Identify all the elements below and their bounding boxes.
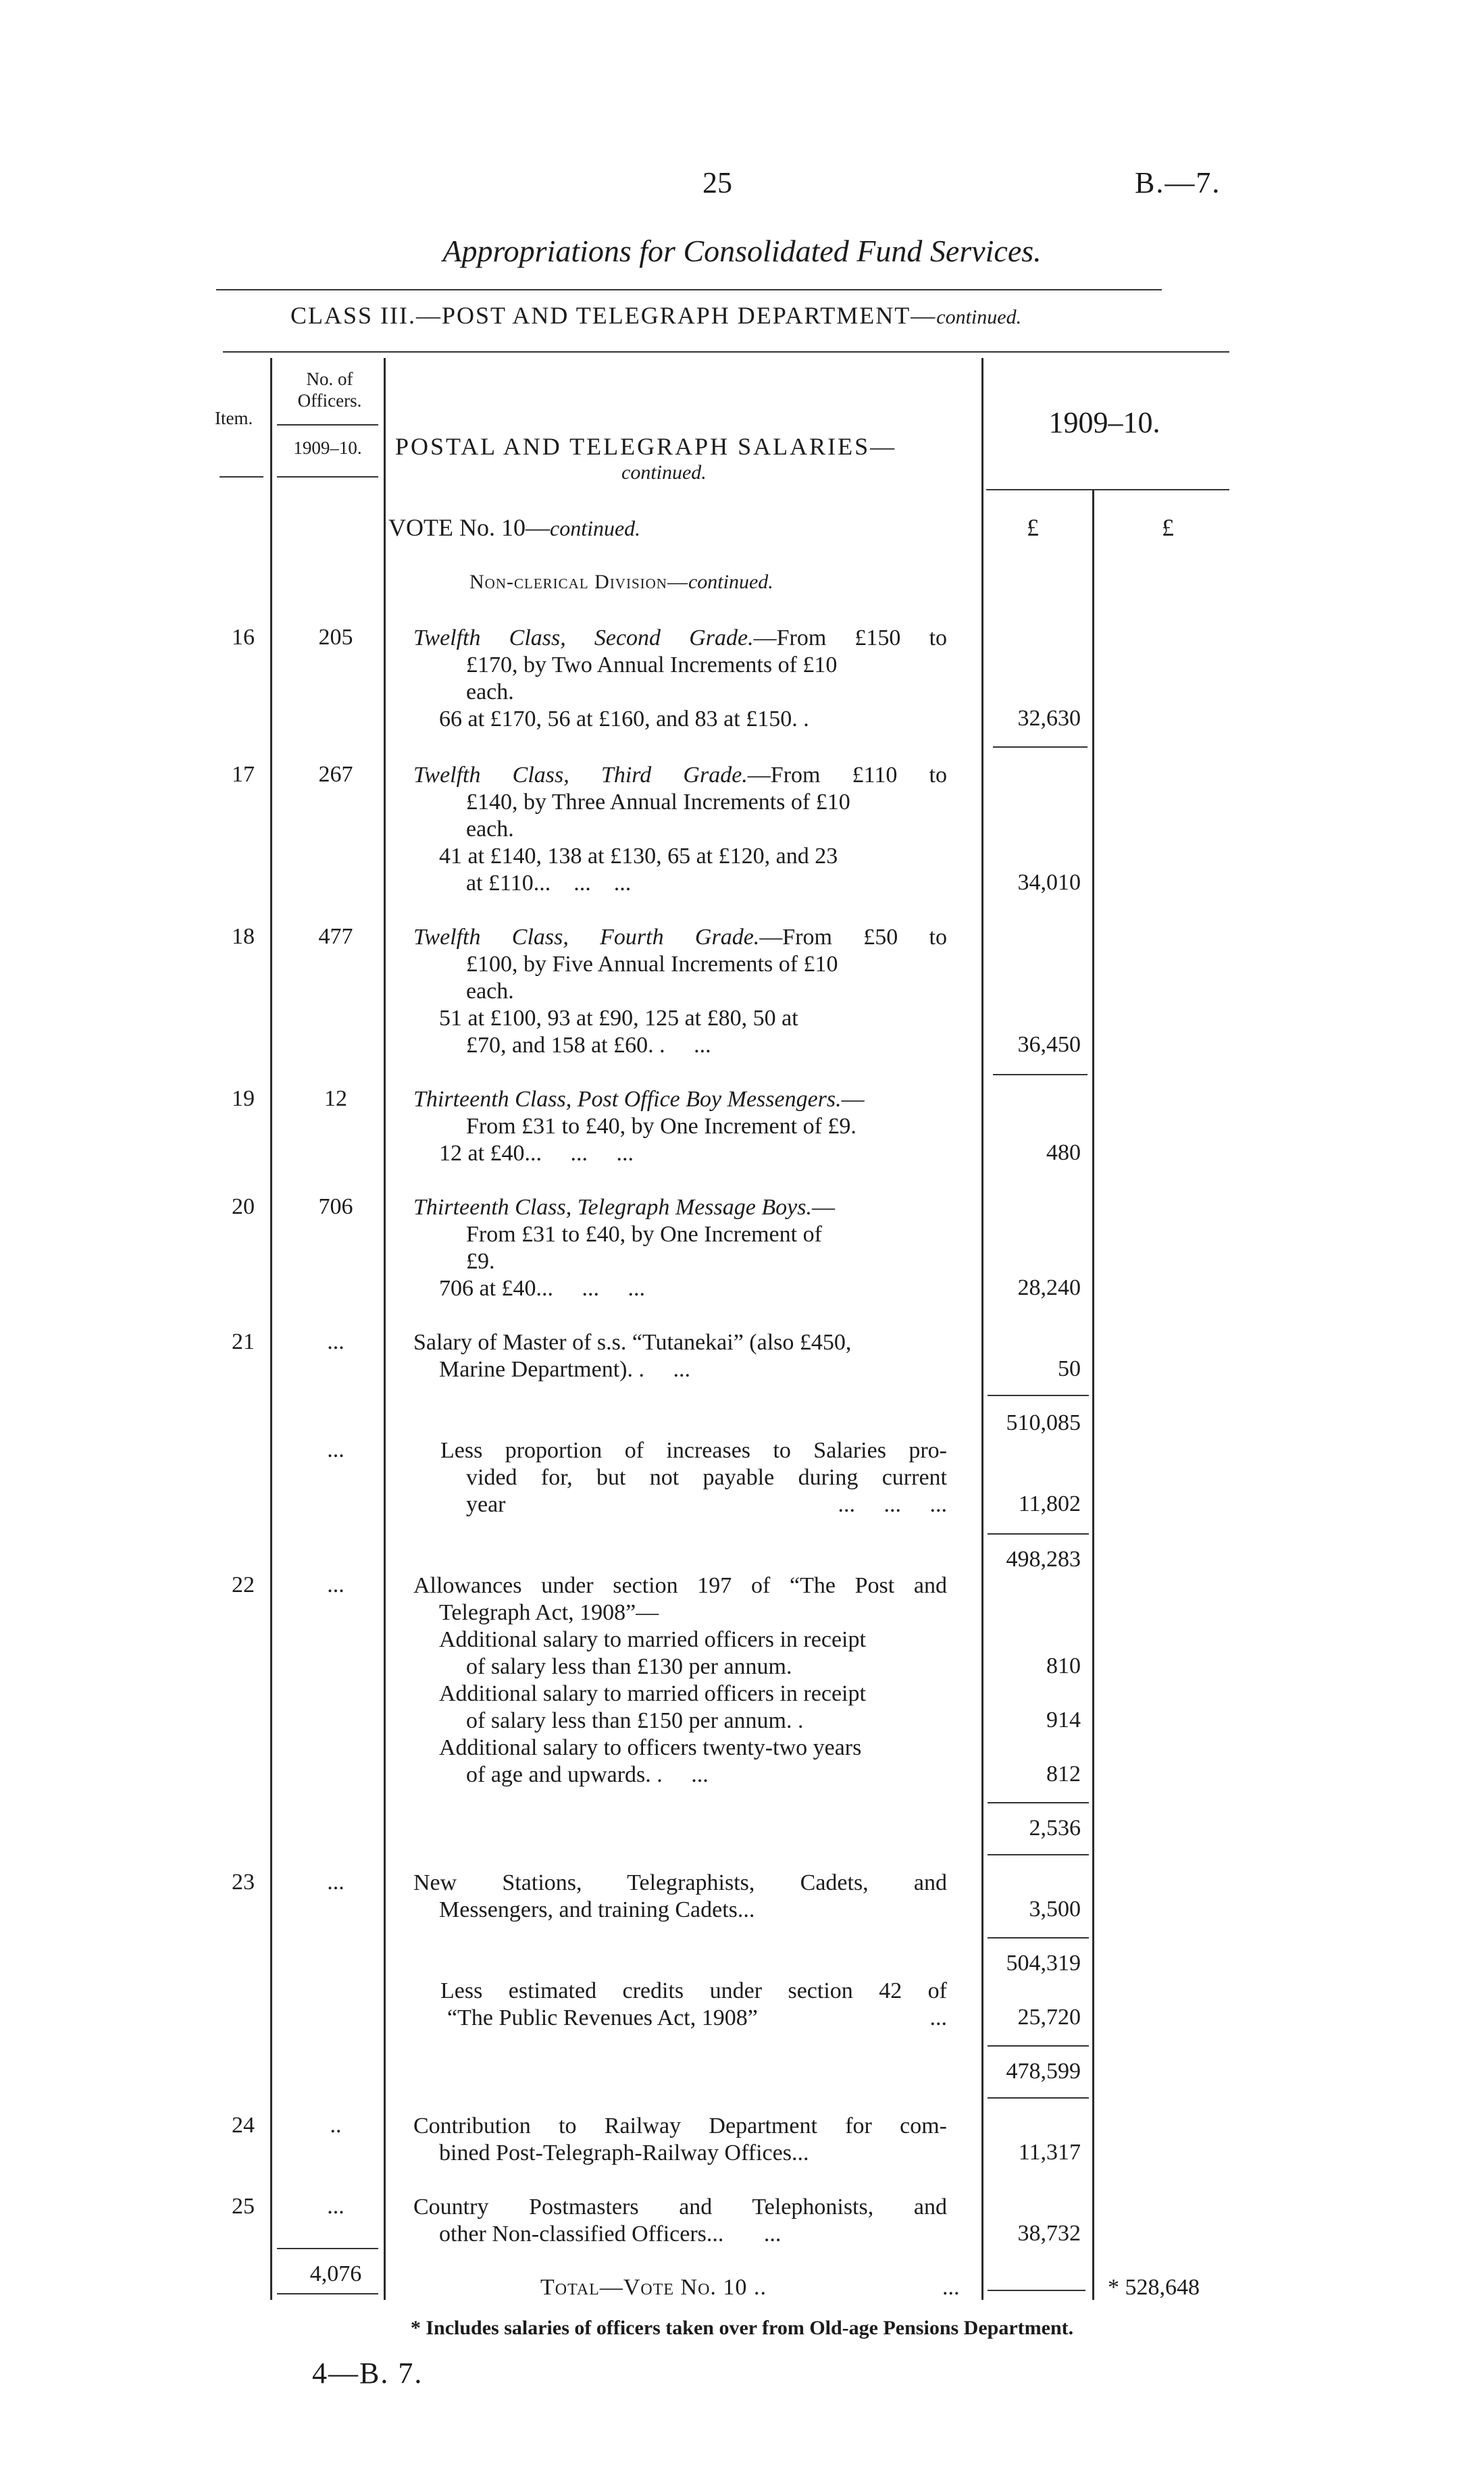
- allowance-amount: 810: [1046, 1653, 1081, 1678]
- officer-count: 12: [324, 1086, 347, 1111]
- item-range: —From £150 to: [753, 625, 948, 650]
- item-number: 25: [232, 2194, 255, 2219]
- item-increments: From £31 to £40, by One Increment of: [466, 1222, 822, 1247]
- vote-cont: continued.: [549, 516, 641, 540]
- new-stations-line-2: Messengers, and training Cadets: [439, 1897, 738, 1922]
- item-increments: £100, by Five Annual Increments of £10: [466, 952, 838, 977]
- rule-subtotal-2: [988, 1533, 1089, 1535]
- item-description: Twelfth Class, Fourth Grade.—From £50 to £100, by Five Annual Increments of £10 each. 51 at £100, 93 at £90, 125 at £80, 50 at £70, and 158 at £60. . ...: [413, 925, 948, 1058]
- col-rule-total: [1092, 490, 1094, 2300]
- item-amount: 34,010: [1017, 870, 1081, 895]
- officers-year-header: 1909–10.: [293, 438, 362, 458]
- rule-officers-head: [277, 476, 378, 478]
- rule-allowances: [988, 1802, 1089, 1803]
- officers-column-header: No. of Officers.: [297, 369, 362, 411]
- grand-total-amount: * 528,648: [1108, 2275, 1200, 2300]
- less-line-2: vided for, but not payable during current: [466, 1465, 947, 1490]
- officer-count: ...: [327, 1329, 344, 1354]
- subtotal-amount: 498,283: [1006, 1547, 1081, 1572]
- officer-count: 706: [318, 1194, 353, 1219]
- rule-subtotal-3: [988, 1937, 1089, 1939]
- item-detail: 41 at £140, 138 at £130, 65 at £120, and 23: [439, 844, 838, 869]
- item-number: 23: [232, 1870, 255, 1895]
- total-label: Total—Vote No. 10 ..: [540, 2275, 767, 2300]
- subtotal-amount: 478,599: [1006, 2059, 1081, 2084]
- document-reference: B.—7.: [1135, 166, 1221, 199]
- less-amount: 11,802: [1018, 1491, 1081, 1516]
- officer-count: ...: [327, 1437, 344, 1462]
- postmasters-line-2: other Non-classified Officers: [439, 2222, 707, 2247]
- item-amount: 480: [1046, 1140, 1081, 1165]
- postmasters-line-1: Country Postmasters and Telephonists, and: [413, 2195, 947, 2219]
- less-amount: 25,720: [1017, 2005, 1081, 2030]
- subtotal-amount: 510,085: [1006, 1410, 1081, 1435]
- class-heading-cont: continued.: [936, 306, 1022, 328]
- rule-amount-16: [993, 746, 1088, 748]
- item-each: each.: [466, 817, 514, 842]
- item-each: each.: [466, 679, 514, 704]
- item-detail: 706 at £40: [439, 1276, 536, 1301]
- item-number: 16: [232, 625, 255, 650]
- railway-line-1: Contribution to Railway Department for com-: [413, 2113, 947, 2138]
- item-each: each.: [466, 979, 514, 1004]
- item-range: —: [841, 1087, 865, 1112]
- item-grade: Thirteenth Class, Telegraph Message Boys.: [413, 1195, 812, 1220]
- rule-subtotal-4: [988, 2045, 1089, 2047]
- officer-count: ...: [327, 1572, 344, 1597]
- item-description: Twelfth Class, Second Grade.—From £150 to £170, by Two Annual Increments of £10 each. 66 at £170, 56 at £160, and 83 at £150. .: [413, 625, 948, 732]
- item-amount: 50: [1058, 1356, 1081, 1381]
- item-number: 17: [232, 762, 255, 787]
- allowance-3: Additional salary to officers twenty-two years: [439, 1735, 862, 1760]
- item-grade: Thirteenth Class, Post Office Boy Messengers.: [413, 1087, 842, 1112]
- item-range: —From £110 to: [747, 763, 947, 788]
- item-number: 22: [232, 1572, 255, 1597]
- pound-symbol-amount: £: [1027, 514, 1039, 541]
- year-column-header: 1909–10.: [1048, 406, 1160, 439]
- item-detail: 51 at £100, 93 at £90, 125 at £80, 50 at: [439, 1006, 798, 1031]
- allowance-2-cont: of salary less than £150 per annum: [466, 1708, 786, 1733]
- item-range: —: [811, 1195, 835, 1220]
- section-title-cont: continued.: [621, 461, 707, 484]
- officer-count: ...: [327, 1870, 344, 1895]
- item-detail-cont: at £110: [466, 871, 534, 896]
- allowance-1: Additional salary to married officers in receipt: [439, 1627, 866, 1652]
- officer-count: ..: [330, 2113, 342, 2138]
- item-number: 24: [232, 2113, 255, 2138]
- col-rule-item: [270, 358, 272, 2300]
- division-label: Non-clerical Division—: [469, 571, 688, 593]
- item-detail: 12 at £40: [439, 1141, 525, 1166]
- division-cont: continued.: [688, 571, 773, 593]
- rule-officers-inner: [277, 424, 378, 426]
- vote-heading: [388, 513, 640, 542]
- rule-item-head: [220, 476, 263, 478]
- footer-reference: 4—B. 7.: [312, 2357, 424, 2390]
- footnote: * Includes salaries of officers taken over from Old-age Pensions Department.: [410, 2317, 1074, 2339]
- less-increases-description: Less proportion of increases to Salaries pro- vided for, but not payable during current year ... ... ...: [440, 1438, 947, 1517]
- allowance-3-cont: of age and upwards: [466, 1762, 646, 1787]
- pound-symbol-total: £: [1162, 514, 1174, 541]
- item-description: Thirteenth Class, Telegraph Message Boys.— From £31 to £40, by One Increment of £9. 706 at £40... ... ...: [413, 1194, 947, 1302]
- rule-officers-total: [277, 2248, 378, 2249]
- item-amount: 3,500: [1029, 1897, 1081, 1922]
- allowance-2: Additional salary to married officers in receipt: [439, 1681, 866, 1706]
- item-amount: 38,732: [1017, 2221, 1081, 2246]
- allowances-line-2: Telegraph Act, 1908”—: [439, 1600, 659, 1625]
- country-postmasters-description: Country Postmasters and Telephonists, and other Non-classified Officers... ...: [413, 2195, 947, 2247]
- officer-count: 267: [318, 762, 353, 787]
- credits-line-2: “The Public Revenues Act, 1908”: [447, 2005, 758, 2030]
- item-number: 21: [232, 1329, 255, 1354]
- rule-amount-18: [993, 1074, 1088, 1075]
- rule-class: [223, 351, 1229, 353]
- page-number: 25: [702, 166, 732, 199]
- allowance-amount: 914: [1046, 1708, 1081, 1733]
- item-range: —From £50 to: [759, 925, 948, 950]
- item-amount: 28,240: [1017, 1275, 1081, 1300]
- item-description: Salary of Master of s.s. “Tutanekai” (also £450, Marine Department). . ...: [413, 1329, 947, 1383]
- rule-officers-total-below: [277, 2293, 378, 2294]
- railway-line-2: bined Post-Telegraph-Railway Offices: [439, 2140, 792, 2165]
- rule-total-amount: [988, 2290, 1085, 2291]
- item-number: 19: [232, 1086, 255, 1111]
- division-heading: [469, 571, 773, 594]
- allowances-total: 2,536: [1029, 1816, 1081, 1841]
- vote-label: VOTE No. 10—: [388, 514, 550, 541]
- credits-line-1: Less estimated credits under section 42 of: [440, 1978, 947, 2003]
- allowance-1-cont: of salary less than £130 per annum: [466, 1654, 786, 1679]
- less-credits-description: Less estimated credits under section 42 of “The Public Revenues Act, 1908” ...: [440, 1978, 947, 2030]
- rule-subtotal-4-below: [988, 2097, 1089, 2099]
- rule-subtotal-1: [988, 1395, 1089, 1396]
- less-line-3: year: [466, 1492, 506, 1517]
- total-officers: 4,076: [309, 2261, 362, 2286]
- page-title: Appropriations for Consolidated Fund Services.: [442, 234, 1042, 268]
- item-detail-cont: £70, and 158 at £60: [466, 1033, 648, 1058]
- item-line-2: Marine Department): [439, 1357, 628, 1382]
- item-detail: 66 at £170, 56 at £160, and 83 at £150: [439, 707, 792, 732]
- item-amount: 32,630: [1017, 706, 1081, 731]
- rule-year-head: [986, 489, 1229, 490]
- item-amount: 36,450: [1017, 1032, 1081, 1057]
- railway-contribution-description: Contribution to Railway Department for com- bined Post-Telegraph-Railway Offices...: [413, 2113, 947, 2165]
- officer-count: ...: [327, 2194, 344, 2219]
- allowances-description: Allowances under section 197 of “The Post and Telegraph Act, 1908”— Additional salary to married officers in receipt of salary less than £130 per annum. Additional salary to married officers in receipt of salary less than £150 per annum. . Additional salary to officers twenty-two years of age and upwards. . ...: [413, 1573, 947, 1787]
- item-grade: Twelfth Class, Fourth Grade.: [413, 925, 760, 950]
- class-heading: [290, 301, 1021, 330]
- item-number: 18: [232, 924, 255, 949]
- item-increments: £140, by Three Annual Increments of £10: [466, 790, 850, 815]
- item-increments: £170, by Two Annual Increments of £10: [466, 652, 838, 677]
- allowance-amount: 812: [1046, 1762, 1081, 1787]
- officer-count: 205: [318, 625, 353, 650]
- item-increments: From £31 to £40, by One Increment of £9.: [466, 1114, 856, 1139]
- item-description: Thirteenth Class, Post Office Boy Messengers.— From £31 to £40, by One Increment of £9. 12 at £40... ... ...: [413, 1086, 947, 1167]
- item-grade: Twelfth Class, Second Grade.: [413, 625, 754, 650]
- item-line-1: Salary of Master of s.s. “Tutanekai” (also £450,: [413, 1330, 852, 1355]
- less-line-1: Less proportion of increases to Salaries pro-: [440, 1438, 947, 1463]
- item-each: £9.: [466, 1249, 495, 1274]
- item-column-header: Item.: [215, 408, 253, 428]
- item-grade: Twelfth Class, Third Grade.: [413, 763, 748, 788]
- rule-allowances-below: [988, 1854, 1089, 1855]
- class-heading-text: CLASS III.—POST AND TELEGRAPH DEPARTMENT—: [290, 302, 937, 329]
- item-number: 20: [232, 1194, 255, 1219]
- item-amount: 11,317: [1018, 2140, 1081, 2165]
- officer-count: 477: [318, 924, 353, 949]
- rule-top: [216, 289, 1162, 290]
- new-stations-line-1: New Stations, Telegraphists, Cadets, and: [413, 1870, 947, 1895]
- new-stations-description: New Stations, Telegraphists, Cadets, and Messengers, and training Cadets...: [413, 1870, 947, 1922]
- allowances-line-1: Allowances under section 197 of “The Post and: [413, 1573, 947, 1598]
- total-label-text: Total—Vote No. 10: [540, 2275, 748, 2300]
- subtotal-amount: 504,319: [1006, 1951, 1081, 1976]
- section-title: POSTAL AND TELEGRAPH SALARIES—: [395, 433, 897, 460]
- total-dots: ...: [942, 2275, 960, 2300]
- item-description: Twelfth Class, Third Grade.—From £110 to £140, by Three Annual Increments of £10 each. 41 at £140, 138 at £130, 65 at £120, and 23 at £110... ... ...: [413, 763, 947, 896]
